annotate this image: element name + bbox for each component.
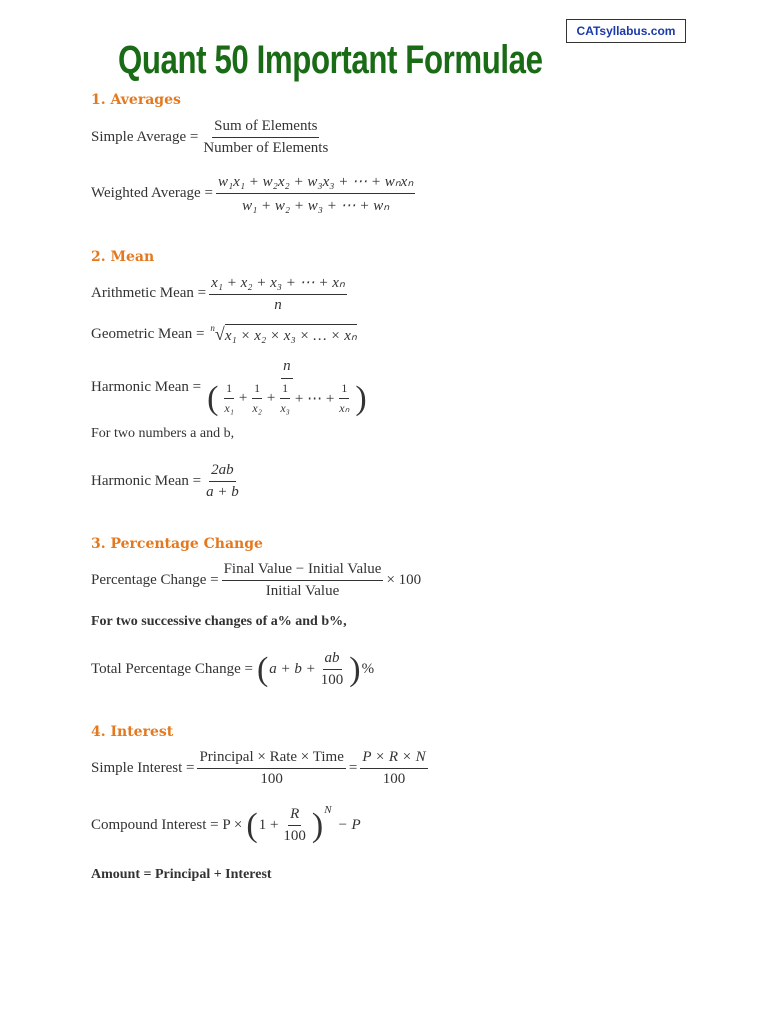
term-den: xₙ [339,401,350,415]
formula-arithmetic-mean [91,273,350,314]
formula-label: Simple Interest = [91,760,195,776]
paren-open-icon: ( [256,650,269,688]
equals: = [348,760,358,776]
tail: − P [337,817,361,833]
term-den: x₃ [280,401,290,415]
fraction [216,172,415,215]
formula-compound-interest [91,803,361,845]
fraction [204,462,241,501]
term-num: 1 [339,381,349,399]
section-heading-averages: 1. Averages [91,92,181,108]
term-fraction [278,381,292,416]
plus: + [238,390,248,406]
numerator: 2ab [209,462,236,482]
exponent: N [324,803,332,816]
plus: + [266,390,276,406]
fraction [201,118,330,157]
section-heading-mean: 2. Mean [91,249,155,265]
fraction [360,749,427,788]
formula-weighted-average [91,172,418,215]
numerator: P × R × N [360,749,427,769]
formula-label: Harmonic Mean = [91,473,202,489]
formula-label: Percentage Change = [91,572,219,588]
root-index: n [210,322,215,333]
note-successive-changes: For two successive changes of a% and b%, [91,614,347,629]
denominator: Number of Elements [203,140,329,156]
term-fraction [250,381,264,416]
formula-simple-interest [91,749,431,788]
term-num: 1 [252,381,262,399]
fraction [319,650,346,689]
fraction [209,273,347,314]
paren-close-icon: ) [349,650,361,688]
formula-label: Total Percentage Change = [91,661,253,677]
term-num: 1 [280,381,290,399]
paren-open-icon: ( [246,806,258,844]
numerator: Principal × Rate × Time [197,749,345,769]
formula-total-percentage-change [91,650,374,689]
fraction [222,561,384,600]
paren-close-icon: ) [355,379,367,417]
term-den: x₂ [252,401,262,415]
formula-simple-average [91,118,333,157]
formula-label: Compound Interest = P × [91,817,243,833]
expression: 1 + [258,817,279,833]
formula-label: Weighted Average = [91,185,213,201]
numerator: Sum of Elements [212,118,319,138]
numerator: R [288,806,301,826]
formula-harmonic-mean [91,358,373,416]
formula-label: Arithmetic Mean = [91,285,207,301]
fraction [281,806,308,845]
term-fraction [337,381,351,416]
plus-ellipsis: + ⋯ + [294,391,335,407]
formula-label: Geometric Mean = [91,326,205,342]
fraction [204,358,370,416]
multiplier: × 100 [386,572,422,588]
page-title: Quant 50 Important Formulae [118,38,543,82]
formula-label: Simple Average = [91,129,199,145]
formula-harmonic-mean-two [91,462,244,501]
amount-formula: Amount = Principal + Interest [91,867,272,882]
denominator: Initial Value [265,583,340,599]
formula-geometric-mean [91,324,357,345]
term-den: x₁ [224,401,234,415]
numerator: w₁x₁ + w₂x₂ + w₃x₃ + ⋯ + wₙxₙ [216,172,415,194]
section-heading-interest: 4. Interest [91,724,174,740]
denominator: 100 [320,672,344,688]
numerator: ab [323,650,342,670]
term-num: 1 [224,381,234,399]
denominator: 100 [283,828,306,844]
denominator: 100 [260,771,283,787]
denominator: a + b [206,484,239,500]
radicand: x₁ × x₂ × x₃ × … × xₙ [225,324,357,345]
denominator: w₁ + w₂ + w₃ + ⋯ + wₙ [242,198,390,214]
section-heading-percentage: 3. Percentage Change [91,536,263,552]
site-badge: CATsyllabus.com [566,19,686,43]
fraction [197,749,345,788]
denominator: n [274,297,282,313]
paren-close-icon: ) [311,806,324,844]
formula-label: Harmonic Mean = [91,378,202,395]
numerator: n [281,358,293,379]
term-fraction [222,381,236,416]
percent-sign: % [361,661,375,677]
note-two-numbers: For two numbers a and b, [91,426,235,441]
formula-percentage-change [91,561,421,600]
expression: a + b + [269,661,316,677]
radical-sign-icon: √ [214,324,225,344]
denominator: 100 [382,771,406,787]
paren-open-icon: ( [207,379,219,417]
denominator [204,379,370,416]
numerator: Final Value − Initial Value [222,561,384,581]
numerator: x₁ + x₂ + x₃ + ⋯ + xₙ [209,273,347,295]
